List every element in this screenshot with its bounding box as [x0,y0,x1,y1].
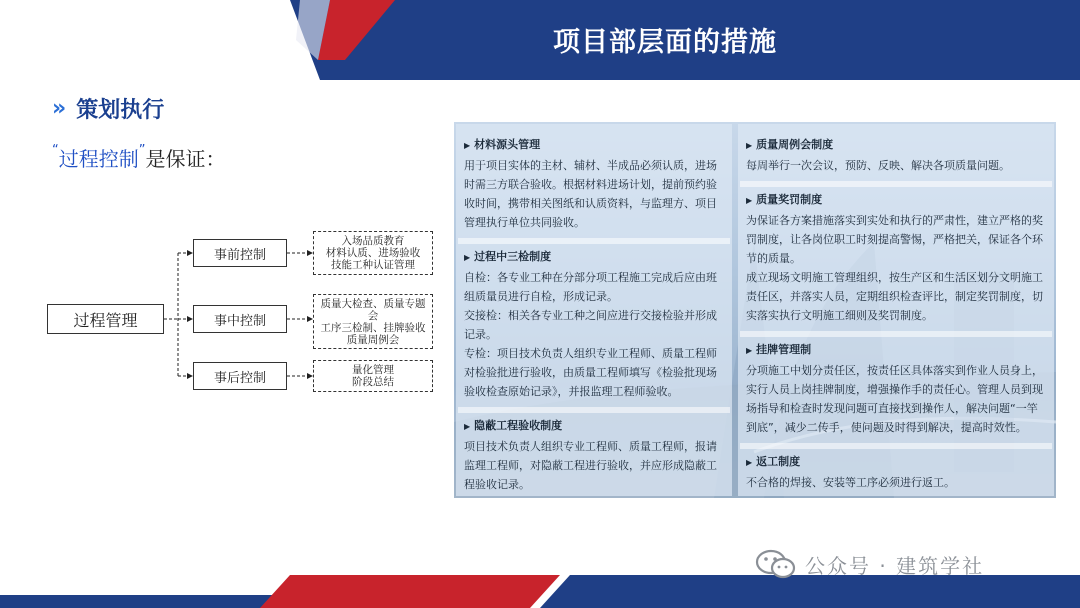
detail-line: 阶段总结 [352,376,394,388]
measure-body [746,473,1046,492]
watermark-text: 公众号 · 建筑学社 [805,553,985,578]
measures-panel-left [456,124,732,496]
flow-root-box: 过程管理 [47,304,164,334]
triangle-bullet-icon: ▶ [746,346,753,355]
flow-detail-pre [313,231,433,275]
panel-divider [740,331,1052,337]
measure-paragraph: 每周举行一次会议，预防、反映、解决各项质量问题。 [746,159,1010,172]
measure-title-text: 质量奖罚制度 [756,193,823,206]
measure-paragraph: 为保证各方案措施落实到实处和执行的严肃性，建立严格的奖罚制度，让各岗位职工时刻提高警惕，严格把关，保证各个环节的质量。 [746,214,1043,265]
measures-list-right [738,124,1054,492]
triangle-bullet-icon: ▶ [746,196,753,205]
flow-stage-post: 事后控制 [193,362,287,390]
subtitle-rest: 是保证： [145,147,226,171]
measure-paragraph: 项目技术负责人组织专业工程师、质量工程师，报请监理工程师，对隐蔽工程进行验收，并应形成隐蔽工程验收记录。 [464,440,717,491]
measure-body [746,361,1046,437]
footer-navy-right [540,575,1080,608]
detail-line: 工序三检制、挂牌验收 [320,321,426,334]
flow-detail-during [313,294,433,349]
triangle-bullet-icon: ▶ [464,253,471,262]
measure-body [746,156,1046,175]
panel-divider [458,407,730,413]
measure-title-text: 返工制度 [756,455,801,468]
triangle-bullet-icon: ▶ [746,458,753,467]
measure-title-text: 隐蔽工程验收制度 [474,419,563,432]
measure-body [464,268,724,401]
measure-title-text: 挂牌管理制 [756,343,812,356]
triangle-bullet-icon: ▶ [464,422,471,431]
measure-paragraph: 专检：项目技术负责人组织专业工程师、质量工程师对检验批进行验收，由质量工程师填写《检验批现场验收检查原始记录》，并报监理工程师验收。 [464,347,717,398]
measure-title [746,455,1046,470]
measures-panel-right [738,124,1054,496]
measure-paragraph: 不合格的焊接、安装等工序必须进行返工。 [746,476,955,489]
page-title: 项目部层面的措施 [553,27,777,58]
detail-line: 材料认质、进场验收 [325,247,421,259]
close-quote: ” [138,143,146,158]
measure-title-text: 材料源头管理 [474,138,541,151]
chevron-right-icon: » [52,96,67,121]
triangle-bullet-icon: ▶ [746,141,753,150]
measure-paragraph: 用于项目实体的主材、辅材、半成品必须认质，进场时需三方联合验收。根据材料进场计划，提前预约验收时间，携带相关图纸和认质资料，与监理方、项目管理执行单位共同验收。 [464,159,717,229]
flow-detail-post [313,360,433,392]
detail-line: 质量周例会 [346,333,400,346]
measure-title-text: 过程中三检制度 [474,250,552,263]
measure-title [746,193,1046,208]
panel-divider [458,238,730,244]
panel-divider [740,181,1052,187]
measure-title [746,343,1046,358]
flow-stage-during: 事中控制 [193,305,287,333]
subtitle [52,143,226,172]
detail-line: 技能工种认证管理 [331,259,415,271]
measure-title [464,250,724,265]
flow-stage-pre: 事前控制 [193,239,287,267]
measure-paragraph: 成立现场文明施工管理组织，按生产区和生活区划分文明施工责任区，并落实人员，定期组织检查评比，制定奖罚制度，切实落实执行文明施工细则及奖罚制度。 [746,271,1043,322]
measure-paragraph: 自检：各专业工种在分部分项工程施工完成后应由班组质量员进行自检，形成记录。 [464,271,717,303]
wechat-icon [755,549,797,579]
watermark [755,549,984,579]
measure-title [746,138,1046,153]
open-quote: “ [52,143,59,158]
panel-divider [740,443,1052,449]
section-heading [52,93,164,124]
section-title: 策划执行 [76,98,165,123]
detail-line: 入场品质教育 [341,235,405,247]
measures-list-left [456,124,732,494]
measure-paragraph: 交接检：相关各专业工种之间应进行交接检验并形成记录。 [464,309,717,341]
detail-line: 质量大检查、质量专题会 [320,297,426,322]
measure-body [464,156,724,232]
measure-body [464,437,724,494]
measure-title-text: 质量周例会制度 [756,138,834,151]
measure-title [464,138,724,153]
measure-body [746,211,1046,325]
measure-title [464,419,724,434]
detail-line: 量化管理 [352,364,394,376]
measure-paragraph: 分项施工中划分责任区，按责任区具体落实到作业人员身上，实行人员上岗挂牌制度，增强操作手的责任心。管理人员到现场指导和检查时发现问题可直接找到操作人，解决问题“一竿到底”，减少二传手，使问题及时得到解决，提高时效性。 [746,364,1043,434]
subtitle-emphasis: 过程控制 [58,147,139,171]
footer-red-stripe [260,575,560,608]
triangle-bullet-icon: ▶ [464,141,471,150]
